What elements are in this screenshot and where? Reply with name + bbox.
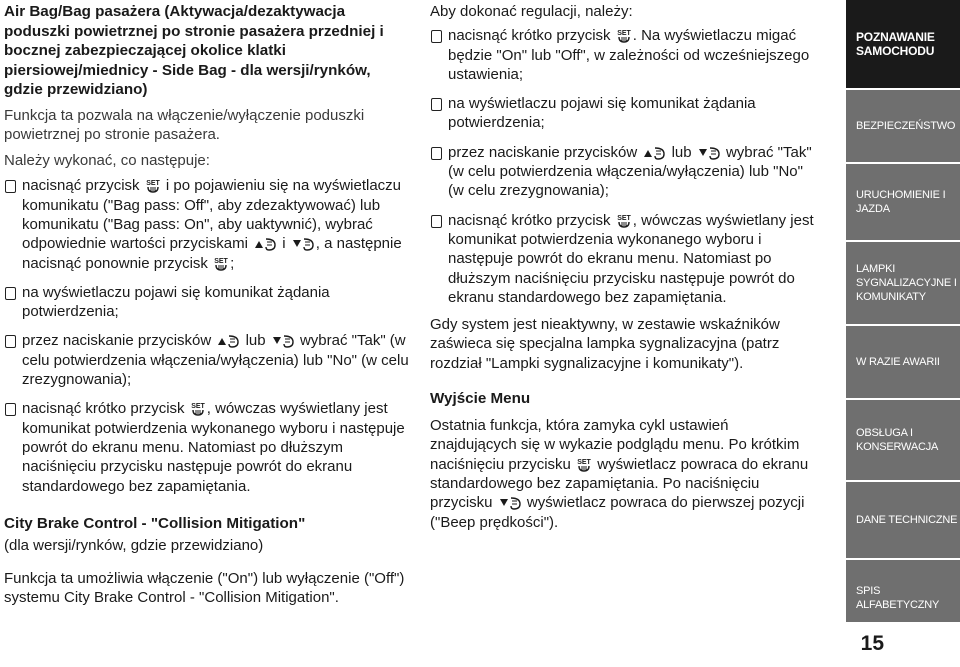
exit-text-part: wyświetlacz powraca do ekranu standardowego bez zapamiętania. Po naciśnięciu przycisku xyxy=(430,455,809,512)
step-text: i xyxy=(282,235,286,253)
page-number: 15 xyxy=(860,632,884,655)
list-item xyxy=(4,399,412,495)
step-text: nacisnąć krótko przycisk xyxy=(448,27,611,45)
cbc-text: Funkcja ta umożliwia włączenie ("On") lub wyłączenie ("Off") systemu City Brake Control - "Collision Mitigation". xyxy=(4,570,405,607)
section-title-cbc: City Brake Control - "Collision Mitigation" xyxy=(4,514,306,532)
tab-uruchomienie-i-jazda[interactable] xyxy=(846,164,960,240)
checkbox-bullet-icon xyxy=(431,147,442,160)
exit-text-part: Ostatnia funkcja, która zamyka cykl ustawień znajdujących się w wykazie podglądu menu. Po krótkim naciśnięciu przycisku xyxy=(430,417,800,473)
up-button-icon xyxy=(643,145,665,160)
step-text: na wyświetlaczu pojawi się komunikat żądania potwierdzenia; xyxy=(22,283,330,321)
section-title-exit: Wyjście Menu xyxy=(430,390,531,408)
step-text: lub xyxy=(671,143,692,161)
checkbox-bullet-icon xyxy=(5,180,16,193)
adjust-lead: Aby dokonać regulacji, należy: xyxy=(430,3,633,20)
tab-w-razie-awarii[interactable] xyxy=(846,326,960,398)
tab-label: DANE TECHNICZNE xyxy=(856,514,958,526)
svg-text:SET: SET xyxy=(190,403,205,411)
svg-text:SET: SET xyxy=(577,458,591,466)
exit-text-part: wyświetlacz powraca do pierwszej pozycji ("Beep prędkości"). xyxy=(430,494,805,531)
set-button-icon xyxy=(214,256,228,271)
airbag-steps xyxy=(4,176,412,495)
step-text: wybrać "Tak" (w celu potwierdzenia włączenia/wyłączenia) lub "No" (w celu zrezygnowania); xyxy=(22,332,409,389)
tab-obsluga-i-konserwacja[interactable] xyxy=(846,400,960,480)
tab-lampki-sygnalizacyjne[interactable] xyxy=(846,242,960,324)
exit-text xyxy=(430,416,816,532)
tab-dane-techniczne[interactable] xyxy=(846,482,960,558)
step-text: nacisnąć krótko przycisk xyxy=(22,400,185,418)
down-button-icon xyxy=(272,333,294,348)
tab-label: OBSŁUGA I KONSERWACJA xyxy=(856,427,939,453)
step-text: . Na wyświetlaczu migać będzie "On" lub "Off", w zależności od wcześniejszego ustawienia; xyxy=(448,27,810,83)
checkbox-bullet-icon xyxy=(431,30,442,43)
step-text: lub xyxy=(245,332,266,350)
checkbox-bullet-icon xyxy=(431,215,442,228)
tab-label: POZNAWANIE SAMOCHODU xyxy=(856,30,935,58)
set-button-icon xyxy=(191,401,205,416)
step-text: nacisnąć krótko przycisk xyxy=(448,211,611,229)
down-button-icon xyxy=(499,495,521,510)
up-button-icon xyxy=(217,333,239,348)
step-text: przez naciskanie przycisków xyxy=(22,332,212,350)
step-text: , wówczas wyświetlany jest komunikat potwierdzenia wykonanego wyboru i następuje powrót do ekranu menu. Natomiast po dłuższym naciśnięciu przycisku następuje powrót do ekranu standardowego bez zapamiętania. xyxy=(448,211,814,306)
down-button-icon xyxy=(698,145,720,160)
checkbox-bullet-icon xyxy=(5,335,16,348)
step-text: , wówczas wyświetlany jest komunikat potwierdzenia wykonanego wyboru i następuje powrót do ekranu menu. Natomiast po dłuższym naciśnięciu przycisku następuje powrót do ekranu standardowego bez zapamiętania. xyxy=(22,400,405,495)
step-text: na wyświetlaczu pojawi się komunikat żądania potwierdzenia; xyxy=(448,95,756,132)
list-item xyxy=(430,94,816,133)
airbag-intro: Funkcja ta pozwala na włączenie/wyłączenie poduszki powietrznej po stronie pasażera. xyxy=(4,106,365,143)
tab-label: URUCHOMIENIE I JAZDA xyxy=(856,189,946,215)
page-number-area xyxy=(846,622,960,667)
set-button-icon xyxy=(146,178,160,193)
list-item xyxy=(4,176,412,272)
down-button-icon xyxy=(292,236,314,251)
tab-label: LAMPKI SYGNALIZACYJNE I KOMUNIKATY xyxy=(856,263,957,303)
list-item xyxy=(4,331,412,389)
cbc-subtitle: (dla wersji/rynków, gdzie przewidziano) xyxy=(4,536,264,554)
tab-label: BEZPIECZEŃSTWO xyxy=(856,120,956,132)
up-button-icon xyxy=(254,236,276,251)
checkbox-bullet-icon xyxy=(5,403,16,416)
checkbox-bullet-icon xyxy=(5,287,16,300)
svg-text:SET: SET xyxy=(616,214,631,222)
list-item xyxy=(430,26,816,84)
section-title-airbag: Air Bag/Bag pasażera (Aktywacja/dezaktywacja poduszki powietrznej po stronie pasażera przedniej i bocznej zabezpieczającej okolice klatki piersiowej/miednicy - Side Bag - dla wersji/rynków, gdzie przewidziano) xyxy=(4,3,384,98)
list-item xyxy=(430,211,816,307)
tab-label: SPIS ALFABETYCZNY xyxy=(856,585,940,611)
set-button-icon xyxy=(617,28,631,43)
step-text: wybrać "Tak" (w celu potwierdzenia włączenia/wyłączenia) lub "No" (w celu zrezygnowania); xyxy=(448,143,812,200)
set-button-icon xyxy=(577,457,591,472)
tab-poznawanie-samochodu[interactable] xyxy=(846,0,960,88)
list-item xyxy=(4,283,412,322)
svg-text:SET: SET xyxy=(214,257,228,265)
tab-label: W RAZIE AWARII xyxy=(856,356,940,368)
svg-text:SET: SET xyxy=(145,180,160,188)
step-text: ; xyxy=(230,254,235,272)
checkbox-bullet-icon xyxy=(431,98,442,111)
adjust-steps xyxy=(430,26,816,307)
svg-text:SET: SET xyxy=(616,30,631,38)
step-text: i po pojawieniu się na wyświetlaczu komunikatu ("Bag pass: Off", aby zdezaktywować) lub komunikatu ("Bag pass: On", aby uaktywnić), wybrać odpowiednie wartości przyciskami xyxy=(22,177,402,253)
step-text: przez naciskanie przycisków xyxy=(448,143,638,161)
step-text: nacisnąć przycisk xyxy=(22,177,140,195)
set-button-icon xyxy=(617,213,631,228)
airbag-lead: Należy wykonać, co następuje: xyxy=(4,152,210,170)
tab-bezpieczenstwo[interactable] xyxy=(846,90,960,162)
step-text: , a następnie nacisnąć ponownie przycisk xyxy=(22,235,402,272)
chapter-sidebar xyxy=(846,0,960,667)
list-item xyxy=(430,143,816,201)
right-column xyxy=(430,0,816,532)
inactive-note: Gdy system jest nieaktywny, w zestawie wskaźników zaświeca się specjalna lampka sygnalizacyjna (patrz rozdział "Lampki sygnalizacyjne i komunikaty"). xyxy=(430,316,780,372)
left-column xyxy=(4,0,412,608)
